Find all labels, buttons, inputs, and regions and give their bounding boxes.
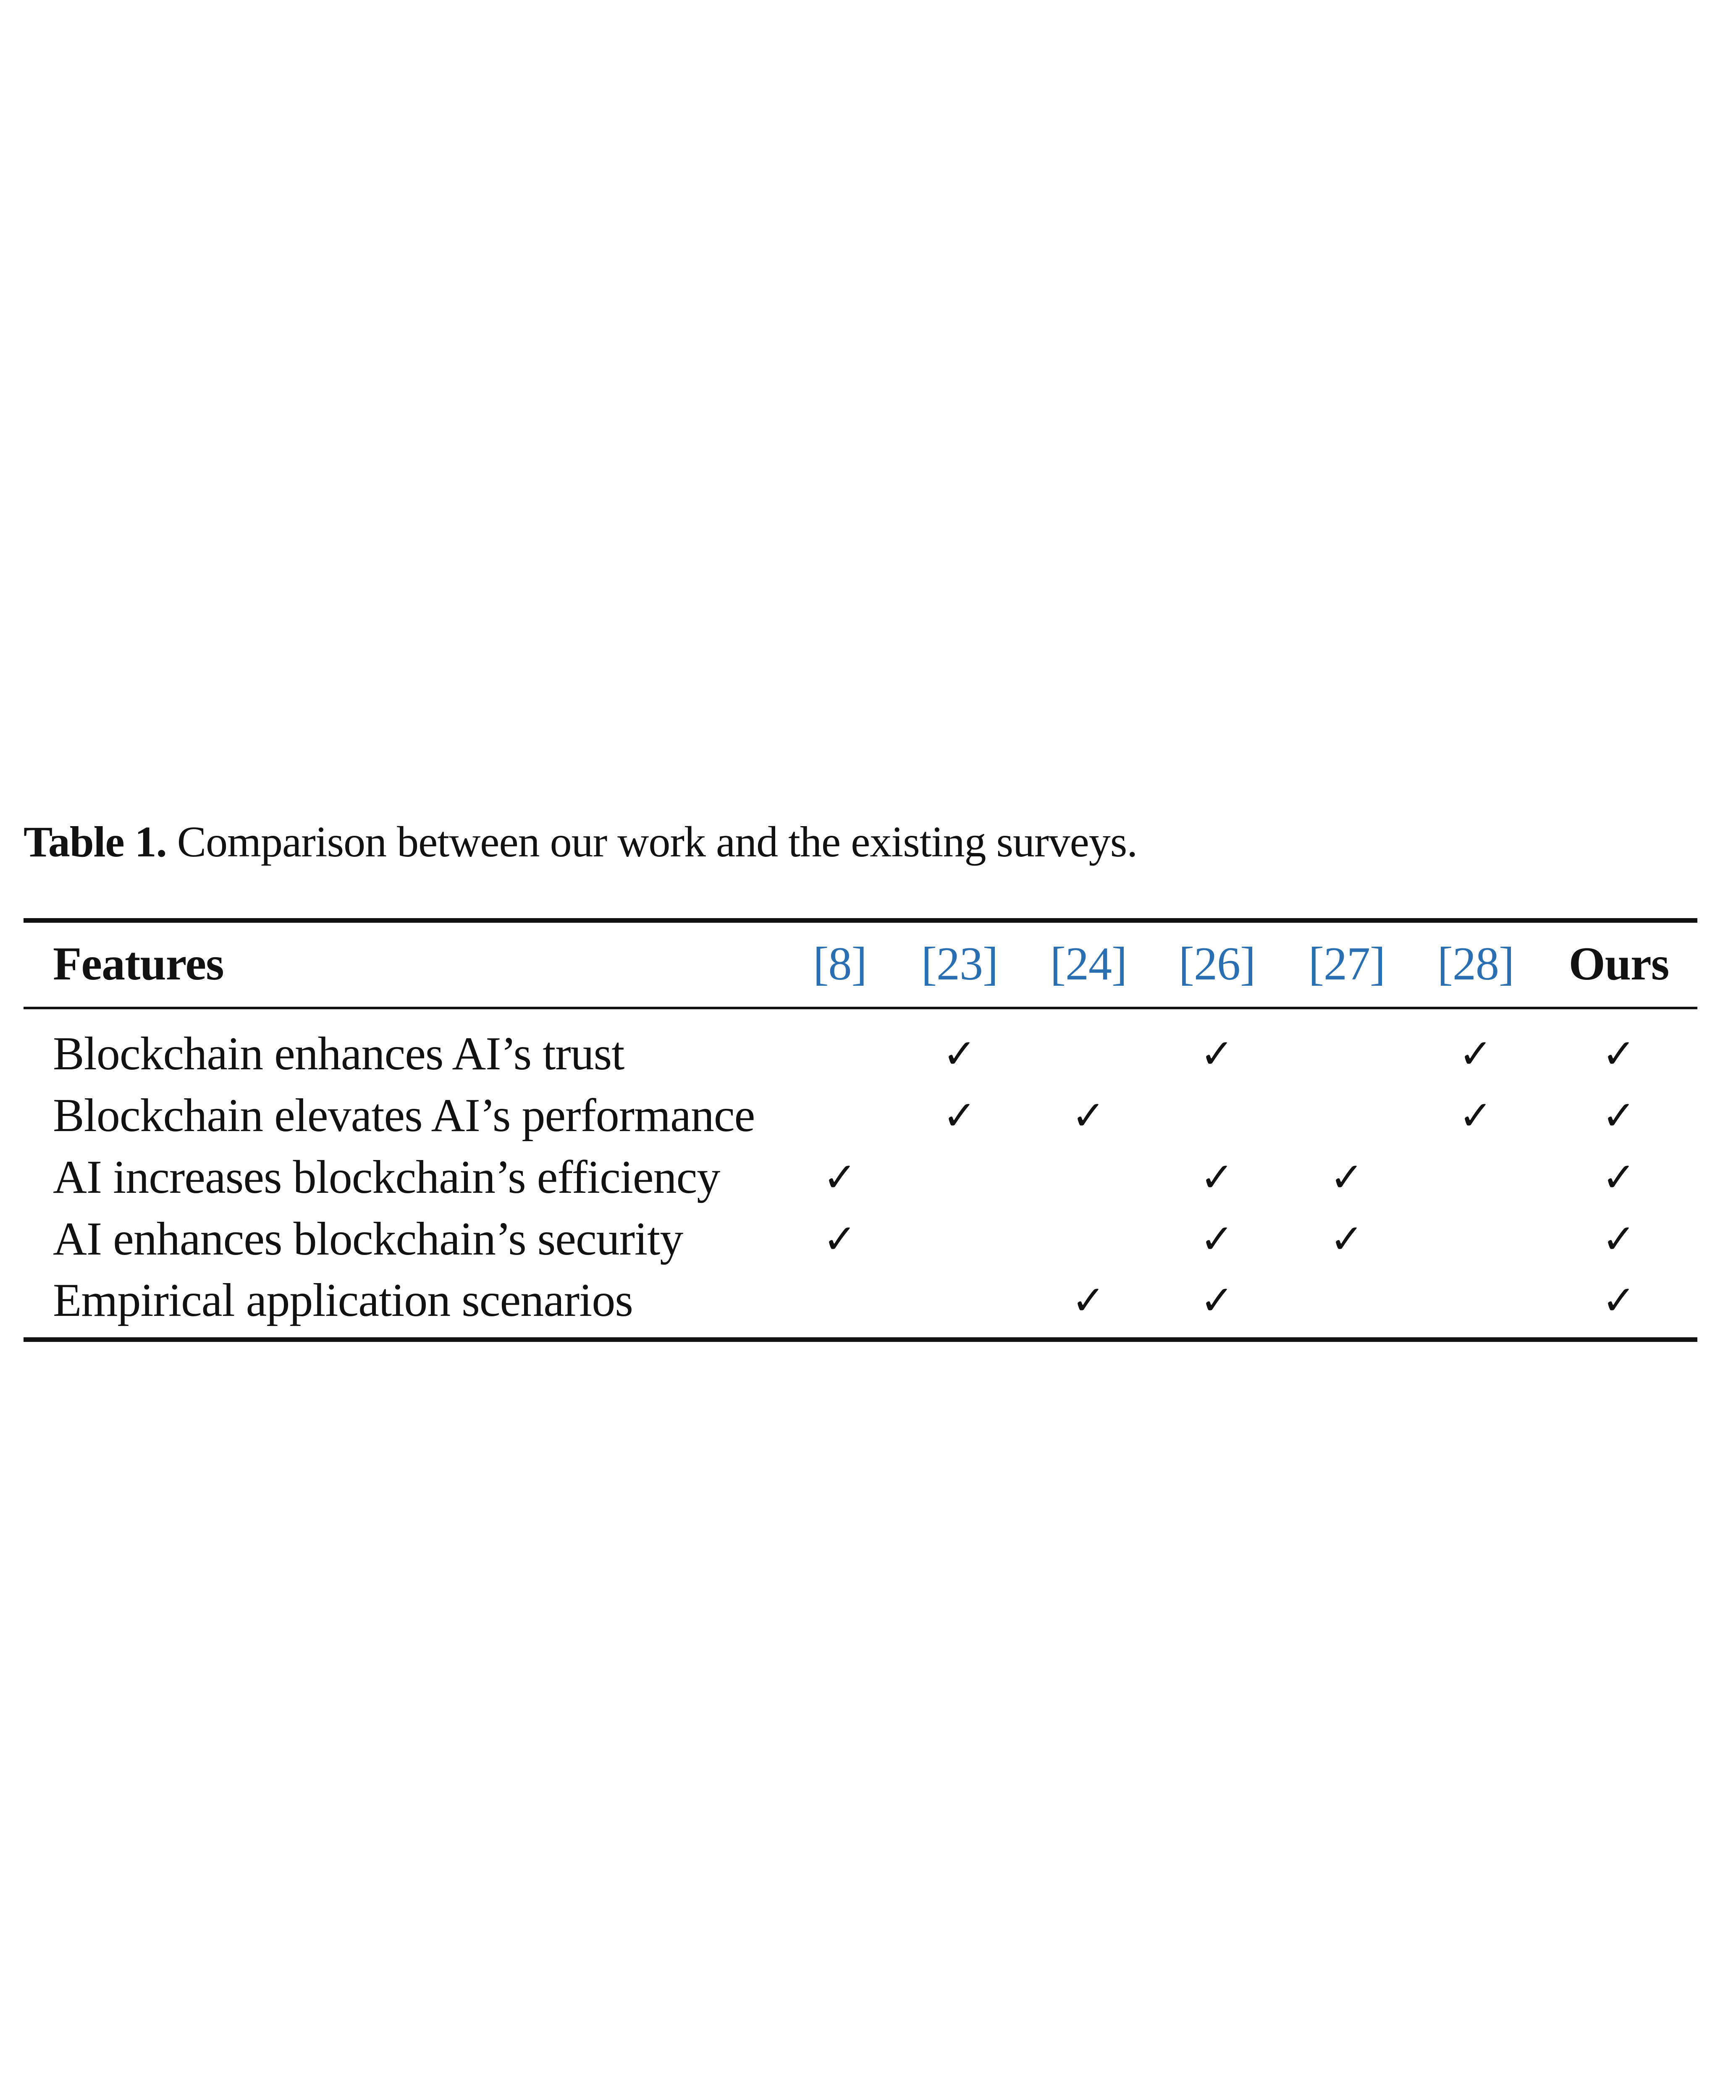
check-mark-icon: ✓ (1330, 1154, 1364, 1201)
check-mark-icon: ✓ (1200, 1277, 1234, 1324)
header-ours: Ours (1568, 938, 1669, 990)
header-ref-8[interactable]: [8] (813, 938, 867, 990)
check-mark-icon: ✓ (1200, 1215, 1234, 1263)
check-mark-icon: ✓ (1602, 1154, 1636, 1201)
table-bottom-rule (24, 1337, 1697, 1342)
feature-label: AI enhances blockchain’s security (53, 1213, 683, 1265)
check-mark-icon: ✓ (823, 1154, 857, 1201)
table-header-rule (24, 1007, 1697, 1009)
feature-label: Blockchain elevates AI’s performance (53, 1089, 755, 1142)
check-mark-icon: ✓ (1602, 1277, 1636, 1324)
header-ref-28[interactable]: [28] (1437, 938, 1514, 990)
check-mark-icon: ✓ (1602, 1215, 1636, 1263)
check-mark-icon: ✓ (1330, 1215, 1364, 1263)
header-ref-26[interactable]: [26] (1178, 938, 1256, 990)
feature-label: AI increases blockchain’s efficiency (53, 1151, 720, 1203)
check-mark-icon: ✓ (823, 1215, 857, 1263)
header-features: Features (53, 938, 224, 990)
header-ref-27[interactable]: [27] (1308, 938, 1385, 990)
check-mark-icon: ✓ (1458, 1092, 1493, 1139)
feature-label: Blockchain enhances AI’s trust (53, 1028, 624, 1080)
check-mark-icon: ✓ (1602, 1030, 1636, 1077)
check-mark-icon: ✓ (1071, 1092, 1106, 1139)
check-mark-icon: ✓ (1071, 1277, 1106, 1324)
table-top-rule (24, 918, 1697, 923)
check-mark-icon: ✓ (1458, 1030, 1493, 1077)
caption-label: Table 1. (24, 818, 167, 866)
table-caption (24, 817, 1137, 867)
caption-text: Comparison between our work and the existing surveys. (177, 818, 1138, 866)
check-mark-icon: ✓ (1200, 1030, 1234, 1077)
check-mark-icon: ✓ (1200, 1154, 1234, 1201)
check-mark-icon: ✓ (942, 1092, 977, 1139)
feature-label: Empirical application scenarios (53, 1274, 633, 1326)
check-mark-icon: ✓ (942, 1030, 977, 1077)
header-ref-23[interactable]: [23] (921, 938, 998, 990)
check-mark-icon: ✓ (1602, 1092, 1636, 1139)
header-ref-24[interactable]: [24] (1050, 938, 1127, 990)
